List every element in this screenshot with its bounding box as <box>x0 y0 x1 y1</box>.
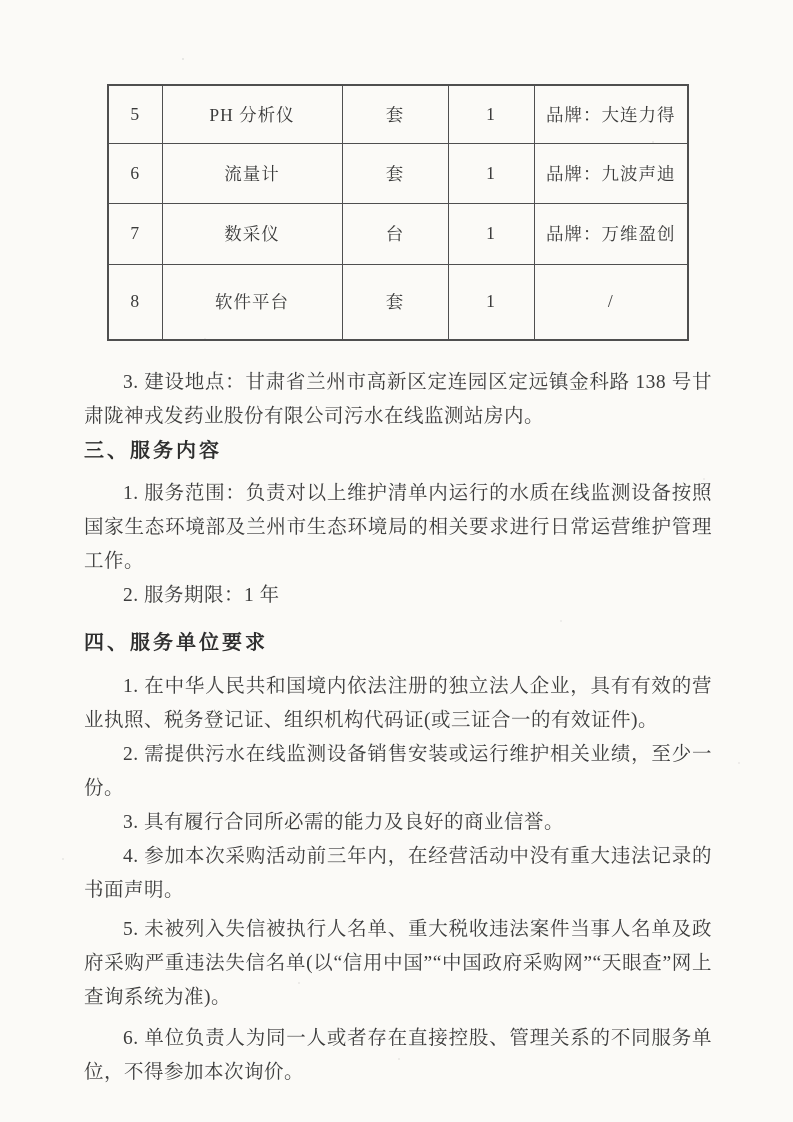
cell-no: 6 <box>108 143 162 203</box>
paragraph-requirement-1: 1. 在中华人民共和国境内依法注册的独立法人企业，具有有效的营业执照、税务登记证、组织机构代码证(或三证合一的有效证件)。 <box>84 676 712 731</box>
cell-name: PH 分析仪 <box>162 85 342 143</box>
heading-provider-requirements: 四、服务单位要求 <box>84 632 268 654</box>
paragraph-requirement-5: 5. 未被列入失信被执行人名单、重大税收违法案件当事人名单及政府采购严重违法失信名单(以“信用中国”“中国政府采购网”“天眼查”网上查询系统为准)。 <box>84 919 712 1008</box>
table-row <box>108 85 688 143</box>
table-row <box>108 264 688 340</box>
table-row <box>108 143 688 203</box>
heading-service-content: 三、服务内容 <box>84 440 222 462</box>
cell-brand: 品牌：九波声迪 <box>534 143 688 203</box>
cell-name: 流量计 <box>162 143 342 203</box>
cell-no: 8 <box>108 264 162 340</box>
cell-name: 软件平台 <box>162 264 342 340</box>
cell-qty: 1 <box>448 85 534 143</box>
scan-noise-layer <box>0 0 2 2</box>
document-body <box>84 366 712 1090</box>
cell-no: 5 <box>108 85 162 143</box>
paragraph-construction-location: 3. 建设地点：甘肃省兰州市高新区定连园区定远镇金科路 138 号甘肃陇神戎发药业股份有限公司污水在线监测站房内。 <box>84 372 712 427</box>
cell-brand: 品牌：万维盈创 <box>534 203 688 264</box>
table-row <box>108 203 688 264</box>
cell-name: 数采仪 <box>162 203 342 264</box>
cell-unit: 台 <box>342 203 448 264</box>
paragraph-requirement-4: 4. 参加本次采购活动前三年内，在经营活动中没有重大违法记录的书面声明。 <box>84 846 712 901</box>
cell-unit: 套 <box>342 264 448 340</box>
paragraph-requirement-3: 3. 具有履行合同所必需的能力及良好的商业信誉。 <box>123 812 565 833</box>
cell-no: 7 <box>108 203 162 264</box>
paragraph-requirement-6: 6. 单位负责人为同一人或者存在直接控股、管理关系的不同服务单位，不得参加本次询价。 <box>84 1028 712 1083</box>
cell-brand: 品牌：大连力得 <box>534 85 688 143</box>
cell-brand: / <box>534 264 688 340</box>
cell-qty: 1 <box>448 203 534 264</box>
paragraph-service-scope: 1. 服务范围：负责对以上维护清单内运行的水质在线监测设备按照国家生态环境部及兰州市生态环境局的相关要求进行日常运营维护管理工作。 <box>84 483 712 572</box>
paragraph-service-term: 2. 服务期限：1 年 <box>123 585 280 606</box>
paragraph-requirement-2: 2. 需提供污水在线监测设备销售安装或运行维护相关业绩，至少一份。 <box>84 744 712 799</box>
cell-qty: 1 <box>448 264 534 340</box>
equipment-table <box>107 84 689 341</box>
cell-qty: 1 <box>448 143 534 203</box>
cell-unit: 套 <box>342 143 448 203</box>
cell-unit: 套 <box>342 85 448 143</box>
